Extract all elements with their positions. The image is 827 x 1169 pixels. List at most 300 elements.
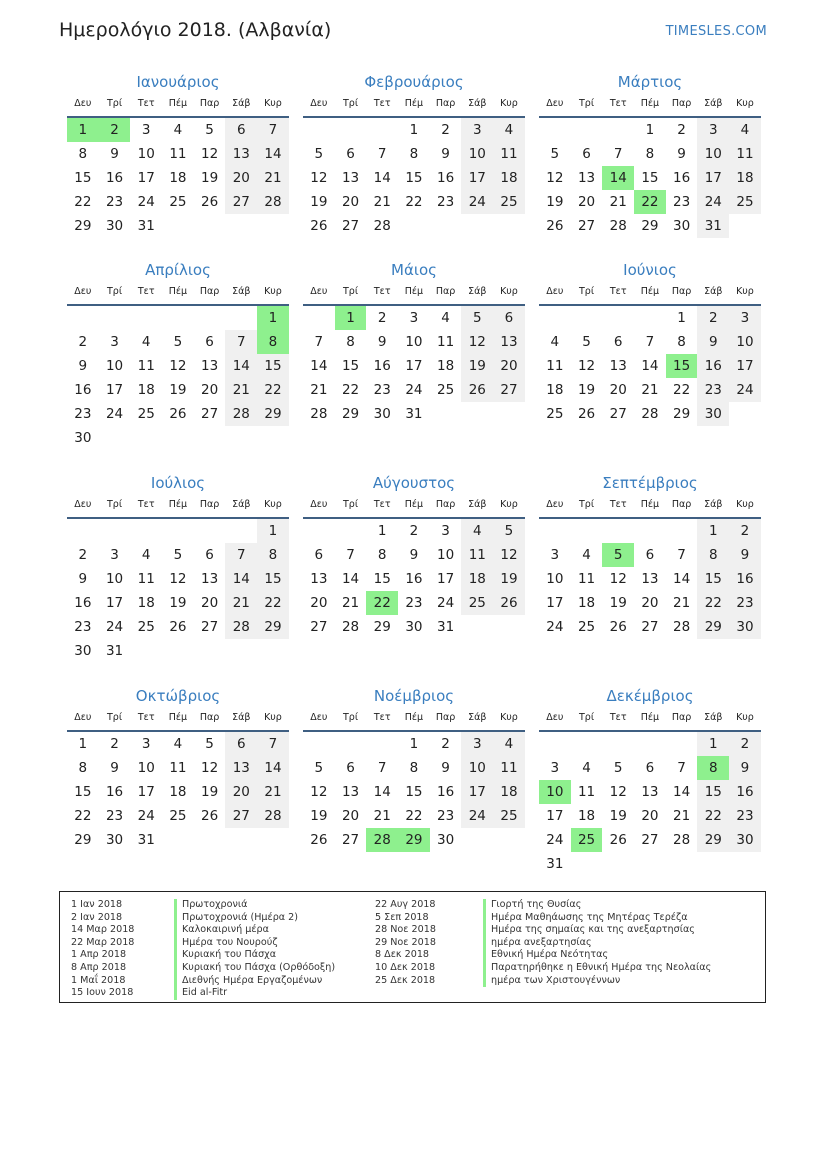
day-cell: 19 (546, 194, 564, 210)
day-cell: 29 (373, 619, 391, 635)
day-cell: 17 (405, 358, 423, 374)
day-cell: 12 (609, 784, 627, 800)
empty-cell (666, 732, 698, 756)
day-cell: 23 (729, 591, 761, 615)
day-cell: 11 (577, 784, 596, 800)
weekday-header (67, 708, 289, 732)
holiday-day-cell: 15 (666, 354, 698, 378)
day-cell: 19 (310, 808, 328, 824)
legend-holiday-name: Παρατηρήθηκε η Εθνική Ημέρα της Νεολαίας (483, 962, 711, 975)
day-cell: 11 (437, 334, 455, 350)
day-cell: 12 (201, 760, 219, 776)
empty-cell (571, 732, 603, 756)
day-cell: 2 (110, 736, 119, 752)
empty-cell (602, 732, 634, 756)
day-cell: 13 (201, 571, 219, 587)
day-cell: 25 (169, 194, 187, 210)
day-cell: 7 (314, 334, 324, 350)
day-cell: 24 (461, 190, 493, 214)
day-cell: 4 (173, 122, 183, 138)
month-name: Σεπτέμβριος (602, 474, 698, 492)
day-cell: 10 (461, 756, 493, 780)
legend-holiday-name: Πρωτοχρονιά (Ημέρα 2) (174, 912, 335, 925)
legend-holiday-name: Καλοκαιρινή μέρα (174, 924, 335, 937)
day-cell: 4 (173, 736, 183, 752)
day-cell: 6 (314, 547, 324, 563)
day-cell: 25 (546, 406, 564, 422)
day-cell: 19 (310, 194, 328, 210)
weekday-label: Παρ (435, 286, 456, 297)
day-cell: 2 (441, 122, 450, 138)
legend-holiday-name: ημέρα ανεξαρτησίας (483, 937, 711, 950)
empty-cell (67, 306, 99, 330)
day-cell: 6 (225, 732, 257, 756)
weekday-header (303, 708, 525, 732)
day-cell: 17 (137, 170, 155, 186)
empty-cell (539, 306, 571, 330)
day-cell: 15 (257, 567, 289, 591)
day-cell: 1 (677, 310, 686, 326)
weekday-label: Τετ (137, 712, 155, 723)
weekday-label: Πέμ (168, 712, 188, 723)
weekday-label: Τετ (373, 98, 391, 109)
empty-cell (130, 519, 162, 543)
day-cell: 12 (310, 784, 328, 800)
day-cell: 3 (697, 118, 729, 142)
weekday-label: Κυρ (736, 286, 754, 297)
day-cell: 20 (641, 595, 659, 611)
empty-cell (571, 118, 603, 142)
day-cell: 17 (137, 784, 155, 800)
day-cell: 24 (105, 619, 124, 635)
day-cell: 25 (437, 382, 455, 398)
day-cell: 14 (310, 358, 328, 374)
weekday-header (539, 282, 761, 306)
day-cell: 6 (225, 118, 257, 142)
legend-date: 28 Νοε 2018 (375, 924, 436, 936)
legend-date: 14 Μαρ 2018 (71, 924, 135, 936)
day-cell: 1 (697, 732, 729, 756)
holiday-day-cell: 1 (257, 306, 289, 330)
month-name: Αύγουστος (372, 474, 456, 492)
day-cell: 3 (110, 334, 119, 350)
holiday-day-cell: 22 (634, 190, 666, 214)
day-cell: 21 (310, 382, 328, 398)
day-cell: 10 (461, 142, 493, 166)
day-cell: 30 (729, 615, 761, 639)
day-cell: 4 (550, 334, 560, 350)
legend-date: 22 Μαρ 2018 (71, 936, 135, 948)
day-cell: 25 (577, 619, 596, 635)
weekday-label: Πέμ (404, 286, 424, 297)
day-cell: 9 (729, 543, 761, 567)
day-grid (539, 732, 761, 876)
day-cell: 15 (641, 170, 659, 186)
day-cell: 4 (493, 118, 525, 142)
empty-cell (666, 519, 698, 543)
weekday-label: Κυρ (736, 98, 754, 109)
weekday-label: Σάβ (704, 286, 723, 297)
day-cell: 31 (137, 832, 155, 848)
day-grid (303, 306, 525, 426)
month-name: Μάρτιος (617, 73, 683, 91)
weekday-label: Τετ (609, 499, 627, 510)
day-cell: 23 (697, 378, 729, 402)
weekday-label: Δευ (310, 499, 328, 510)
day-cell: 15 (74, 784, 92, 800)
day-cell: 21 (673, 808, 691, 824)
day-cell: 29 (74, 832, 92, 848)
holiday-day-cell: 8 (697, 756, 729, 780)
day-cell: 8 (409, 146, 419, 162)
day-cell: 20 (609, 382, 627, 398)
day-cell: 17 (105, 595, 124, 611)
day-cell: 30 (729, 828, 761, 852)
day-cell: 1 (409, 736, 419, 752)
day-cell: 15 (341, 358, 360, 374)
day-cell: 3 (729, 306, 761, 330)
day-cell: 7 (613, 146, 623, 162)
day-cell: 2 (729, 732, 761, 756)
day-cell: 3 (441, 523, 450, 539)
day-cell: 16 (729, 780, 761, 804)
day-cell: 19 (201, 784, 219, 800)
day-cell: 18 (577, 808, 596, 824)
weekday-label: Τετ (137, 286, 155, 297)
legend-date: 1 Ιαν 2018 (71, 899, 123, 910)
weekday-label: Πέμ (404, 499, 424, 510)
holiday-day-cell: 8 (257, 330, 289, 354)
empty-cell (539, 732, 571, 756)
day-grid (67, 519, 289, 663)
day-cell: 15 (405, 784, 423, 800)
day-cell: 5 (582, 334, 591, 350)
day-grid (539, 306, 761, 426)
day-cell: 21 (225, 378, 257, 402)
day-cell: 7 (225, 543, 257, 567)
day-cell: 20 (341, 194, 360, 210)
day-cell: 17 (546, 595, 564, 611)
holiday-day-cell: 28 (366, 828, 398, 852)
day-cell: 9 (78, 571, 88, 587)
day-cell: 31 (105, 643, 124, 659)
day-cell: 16 (697, 354, 729, 378)
day-cell: 27 (310, 619, 328, 635)
day-cell: 26 (310, 832, 328, 848)
day-cell: 10 (405, 334, 423, 350)
day-cell: 27 (641, 619, 659, 635)
day-cell: 15 (373, 571, 391, 587)
day-cell: 22 (405, 808, 423, 824)
day-cell: 16 (437, 784, 455, 800)
brand-link[interactable]: TIMESLES.COM (665, 24, 767, 39)
day-cell: 2 (78, 334, 88, 350)
month-name: Φεβρουάριος (364, 73, 464, 91)
day-cell: 8 (677, 334, 686, 350)
weekday-label: Τρί (107, 499, 123, 510)
day-cell: 14 (673, 784, 691, 800)
weekday-label: Τρί (107, 98, 123, 109)
legend-holiday-name: ημέρα των Χριστουγέννων (483, 975, 711, 988)
day-cell: 13 (341, 170, 360, 186)
day-cell: 14 (225, 354, 257, 378)
day-cell: 16 (74, 382, 92, 398)
holiday-day-cell: 2 (99, 118, 131, 142)
weekday-label: Δευ (546, 98, 564, 109)
day-cell: 19 (201, 170, 219, 186)
day-cell: 9 (441, 146, 450, 162)
day-cell: 12 (577, 358, 596, 374)
legend-holiday-name: Eid al-Fitr (174, 987, 335, 1000)
day-cell: 28 (641, 406, 659, 422)
day-cell: 22 (697, 591, 729, 615)
day-cell: 23 (437, 808, 455, 824)
day-cell: 9 (441, 760, 450, 776)
legend-holiday-name: Κυριακή του Πάσχα (174, 949, 335, 962)
legend-names-right (483, 899, 711, 987)
weekday-label: Τρί (343, 712, 359, 723)
day-cell: 11 (493, 756, 525, 780)
day-cell: 23 (105, 808, 124, 824)
day-cell: 27 (225, 190, 257, 214)
empty-cell (99, 519, 131, 543)
day-cell: 14 (373, 784, 391, 800)
day-cell: 28 (373, 218, 391, 234)
weekday-label: Πέμ (640, 98, 660, 109)
day-cell: 13 (341, 784, 360, 800)
day-cell: 31 (137, 218, 155, 234)
weekday-label: Παρ (199, 286, 220, 297)
day-cell: 24 (137, 808, 155, 824)
weekday-label: Τετ (609, 712, 627, 723)
day-cell: 8 (645, 146, 655, 162)
weekday-label: Πέμ (640, 712, 660, 723)
empty-cell (335, 732, 367, 756)
weekday-label: Παρ (199, 499, 220, 510)
day-cell: 22 (74, 808, 92, 824)
day-cell: 14 (257, 756, 289, 780)
day-cell: 7 (225, 330, 257, 354)
day-cell: 19 (609, 595, 627, 611)
day-cell: 16 (105, 784, 124, 800)
day-cell: 19 (461, 354, 493, 378)
weekday-label: Σάβ (704, 499, 723, 510)
day-cell: 31 (405, 406, 423, 422)
month-name: Δεκέμβριος (606, 687, 694, 705)
day-cell: 3 (409, 310, 419, 326)
day-cell: 30 (74, 643, 92, 659)
holiday-legend (59, 891, 766, 1003)
empty-cell (634, 306, 666, 330)
day-cell: 7 (257, 118, 289, 142)
day-grid (539, 118, 761, 238)
day-cell: 24 (105, 406, 124, 422)
day-cell: 2 (377, 310, 387, 326)
legend-holiday-name: Ημέρα Μαθηάωσης της Μητέρας Τερέζα (483, 912, 711, 925)
day-cell: 29 (641, 218, 659, 234)
weekday-label: Τετ (373, 499, 391, 510)
day-cell: 7 (377, 146, 387, 162)
holiday-day-cell: 5 (602, 543, 634, 567)
day-cell: 7 (677, 547, 686, 563)
weekday-label: Τρί (343, 286, 359, 297)
month-block (303, 258, 525, 426)
day-cell: 4 (582, 547, 591, 563)
day-cell: 28 (225, 402, 257, 426)
day-cell: 5 (493, 519, 525, 543)
day-cell: 30 (697, 402, 729, 426)
day-cell: 3 (550, 760, 560, 776)
day-cell: 22 (74, 194, 92, 210)
empty-cell (634, 519, 666, 543)
day-cell: 7 (677, 760, 686, 776)
day-cell: 3 (550, 547, 560, 563)
day-cell: 13 (641, 571, 659, 587)
day-cell: 6 (493, 306, 525, 330)
day-cell: 10 (437, 547, 455, 563)
month-block (67, 70, 289, 238)
weekday-label: Τρί (579, 499, 595, 510)
day-cell: 3 (461, 118, 493, 142)
weekday-header (539, 708, 761, 732)
day-cell: 25 (137, 406, 155, 422)
empty-cell (303, 519, 335, 543)
day-cell: 14 (641, 358, 659, 374)
day-cell: 30 (673, 218, 691, 234)
weekday-label: Τρί (343, 98, 359, 109)
day-cell: 25 (137, 619, 155, 635)
weekday-label: Παρ (671, 499, 692, 510)
day-grid (303, 118, 525, 238)
empty-cell (67, 519, 99, 543)
day-cell: 20 (641, 808, 659, 824)
day-cell: 22 (257, 378, 289, 402)
day-cell: 12 (169, 358, 187, 374)
day-cell: 12 (546, 170, 564, 186)
day-cell: 14 (225, 567, 257, 591)
day-cell: 19 (493, 567, 525, 591)
weekday-label: Παρ (199, 98, 220, 109)
day-cell: 11 (169, 760, 187, 776)
day-cell: 20 (225, 166, 257, 190)
day-cell: 8 (377, 547, 387, 563)
day-cell: 18 (169, 784, 187, 800)
day-cell: 25 (493, 804, 525, 828)
weekday-label: Παρ (435, 712, 456, 723)
weekday-label: Δευ (546, 712, 564, 723)
day-cell: 21 (641, 382, 659, 398)
legend-date: 8 Απρ 2018 (71, 961, 127, 973)
day-cell: 5 (173, 334, 183, 350)
day-cell: 23 (74, 619, 92, 635)
weekday-label: Τετ (137, 499, 155, 510)
day-cell: 22 (405, 194, 423, 210)
day-cell: 21 (673, 595, 691, 611)
empty-cell (335, 118, 367, 142)
empty-cell (602, 519, 634, 543)
day-cell: 9 (677, 146, 686, 162)
day-cell: 14 (257, 142, 289, 166)
day-cell: 24 (729, 378, 761, 402)
day-cell: 20 (577, 194, 596, 210)
month-name: Νοέμβριος (373, 687, 455, 705)
day-cell: 20 (341, 808, 360, 824)
day-cell: 10 (729, 330, 761, 354)
weekday-label: Παρ (671, 712, 692, 723)
holiday-day-cell: 25 (571, 828, 603, 852)
day-cell: 2 (441, 736, 450, 752)
day-cell: 9 (697, 330, 729, 354)
day-cell: 7 (645, 334, 655, 350)
day-cell: 9 (110, 146, 119, 162)
day-cell: 12 (310, 170, 328, 186)
day-cell: 26 (169, 619, 187, 635)
day-cell: 3 (141, 122, 151, 138)
day-cell: 15 (697, 567, 729, 591)
month-name: Ιούνιος (623, 261, 677, 279)
day-cell: 20 (201, 382, 219, 398)
day-cell: 6 (645, 760, 655, 776)
day-cell: 12 (169, 571, 187, 587)
day-cell: 1 (409, 122, 419, 138)
day-cell: 29 (74, 218, 92, 234)
weekday-label: Δευ (310, 98, 328, 109)
day-cell: 3 (141, 736, 151, 752)
empty-cell (303, 306, 335, 330)
day-cell: 10 (105, 571, 124, 587)
day-cell: 10 (546, 571, 564, 587)
day-cell: 9 (729, 756, 761, 780)
day-cell: 6 (205, 334, 214, 350)
day-cell: 15 (257, 354, 289, 378)
weekday-label: Τρί (579, 286, 595, 297)
day-cell: 28 (225, 615, 257, 639)
day-cell: 20 (493, 354, 525, 378)
day-cell: 11 (729, 142, 761, 166)
day-cell: 17 (729, 354, 761, 378)
day-cell: 27 (577, 218, 596, 234)
day-cell: 22 (697, 804, 729, 828)
day-cell: 18 (577, 595, 596, 611)
empty-cell (571, 519, 603, 543)
day-cell: 11 (461, 543, 493, 567)
day-cell: 8 (409, 760, 419, 776)
weekday-label: Πέμ (168, 499, 188, 510)
day-cell: 27 (201, 619, 219, 635)
legend-date: 10 Δεκ 2018 (375, 961, 436, 973)
day-cell: 6 (613, 334, 623, 350)
day-cell: 27 (493, 378, 525, 402)
legend-date: 1 Απρ 2018 (71, 949, 127, 961)
day-cell: 24 (405, 382, 423, 398)
day-cell: 13 (225, 142, 257, 166)
day-grid (67, 306, 289, 450)
day-grid (539, 519, 761, 639)
day-cell: 8 (346, 334, 355, 350)
day-cell: 13 (225, 756, 257, 780)
weekday-label: Παρ (671, 98, 692, 109)
day-cell: 17 (461, 166, 493, 190)
day-cell: 21 (225, 591, 257, 615)
day-cell: 28 (257, 804, 289, 828)
day-cell: 28 (609, 218, 627, 234)
day-cell: 1 (697, 519, 729, 543)
day-cell: 1 (78, 736, 88, 752)
legend-holiday-name: Κυριακή του Πάσχα (Ορθόδοξη) (174, 962, 335, 975)
day-cell: 12 (461, 330, 493, 354)
day-cell: 27 (341, 218, 360, 234)
day-cell: 14 (373, 170, 391, 186)
